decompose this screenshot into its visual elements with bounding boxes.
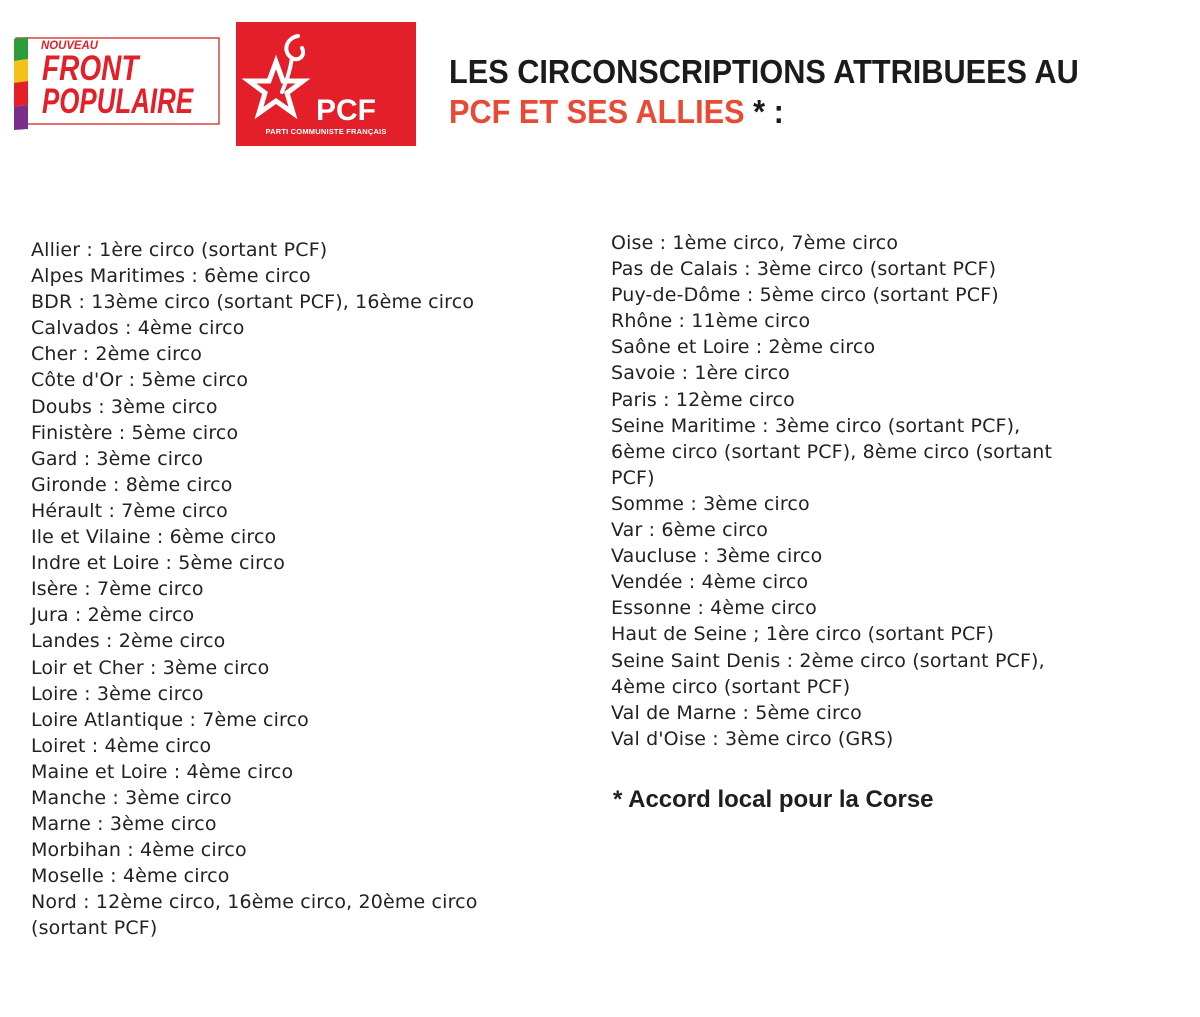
list-item: Landes : 2ème circo [31, 630, 226, 653]
list-item: Paris : 12ème circo [611, 388, 795, 411]
list-item: Morbihan : 4ème circo [31, 839, 247, 862]
list-item: Seine Maritime : 3ème circo (sortant PCF), 6ème circo (sortant PCF), 8ème circo (sortant PCF) [611, 414, 1053, 489]
constituency-list-left [31, 237, 576, 942]
list-item: Ile et Vilaine : 6ème circo [31, 526, 277, 549]
list-item: Maine et Loire : 4ème circo [31, 760, 294, 783]
list-item: Loire Atlantique : 7ème circo [31, 708, 309, 731]
nfp-line-populaire: POPULAIRE [42, 82, 194, 121]
list-item: Oise : 1ème circo, 7ème circo [611, 232, 899, 254]
pcf-logo [236, 22, 416, 146]
list-item: Vaucluse : 3ème circo [611, 545, 823, 568]
list-item: Gard : 3ème circo [31, 447, 204, 470]
list-item: Val de Marne : 5ème circo [611, 701, 862, 724]
list-item: Somme : 3ème circo [611, 492, 810, 515]
list-item: Allier : 1ère circo (sortant PCF) [31, 239, 328, 261]
list-item: Calvados : 4ème circo [31, 317, 245, 340]
list-item: Essonne : 4ème circo [611, 597, 817, 620]
list-item: Vendée : 4ème circo [611, 571, 809, 594]
title-line-1: LES CIRCONSCRIPTIONS ATTRIBUEES AU [449, 53, 1079, 90]
list-item: Loiret : 4ème circo [31, 734, 212, 757]
list-item: Moselle : 4ème circo [31, 865, 230, 888]
title-suffix: * : [744, 93, 784, 130]
list-item: Loire : 3ème circo [31, 682, 204, 705]
nfp-logo [14, 35, 221, 130]
title-red-part: PCF ET SES ALLIES [449, 93, 745, 130]
footnote: * Accord local pour la Corse [613, 786, 934, 813]
constituency-list-right [611, 230, 1171, 752]
list-item: Savoie : 1ère circo [611, 362, 790, 385]
list-item: Nord : 12ème circo, 16ème circo, 20ème circo (sortant PCF) [31, 891, 478, 940]
list-item: Puy-de-Dôme : 5ème circo (sortant PCF) [611, 284, 999, 307]
page-title [449, 52, 1079, 132]
list-item: Loir et Cher : 3ème circo [31, 656, 270, 679]
nfp-line-nouveau: NOUVEAU [41, 38, 99, 52]
nfp-line-front: FRONT [42, 49, 139, 88]
list-item: Var : 6ème circo [611, 519, 769, 542]
list-item: Alpes Maritimes : 6ème circo [31, 265, 311, 288]
list-item: Jura : 2ème circo [31, 604, 195, 627]
list-item: Marne : 3ème circo [31, 813, 217, 836]
list-item: Indre et Loire : 5ème circo [31, 552, 285, 575]
list-item: Gironde : 8ème circo [31, 473, 233, 496]
list-item: Val d'Oise : 3ème circo (GRS) [611, 727, 894, 750]
list-item: Manche : 3ème circo [31, 786, 232, 809]
list-item: Doubs : 3ème circo [31, 395, 218, 418]
list-item: Hérault : 7ème circo [31, 499, 228, 522]
list-item: Côte d'Or : 5ème circo [31, 369, 249, 392]
pcf-acronym: PCF [316, 94, 376, 127]
list-item: Haut de Seine ; 1ère circo (sortant PCF) [611, 623, 995, 646]
pcf-subtitle: PARTI COMMUNISTE FRANÇAIS [265, 127, 387, 136]
list-item: Seine Saint Denis : 2ème circo (sortant PCF), 4ème circo (sortant PCF) [611, 649, 1045, 698]
list-item: Isère : 7ème circo [31, 578, 204, 601]
list-item: Rhône : 11ème circo [611, 310, 811, 333]
title-line-2 [449, 92, 1079, 132]
list-item: Cher : 2ème circo [31, 343, 203, 366]
list-item: Finistère : 5ème circo [31, 421, 239, 444]
list-item: Pas de Calais : 3ème circo (sortant PCF) [611, 258, 997, 281]
list-item: BDR : 13ème circo (sortant PCF), 16ème circo [31, 291, 475, 314]
list-item: Saône et Loire : 2ème circo [611, 336, 876, 359]
